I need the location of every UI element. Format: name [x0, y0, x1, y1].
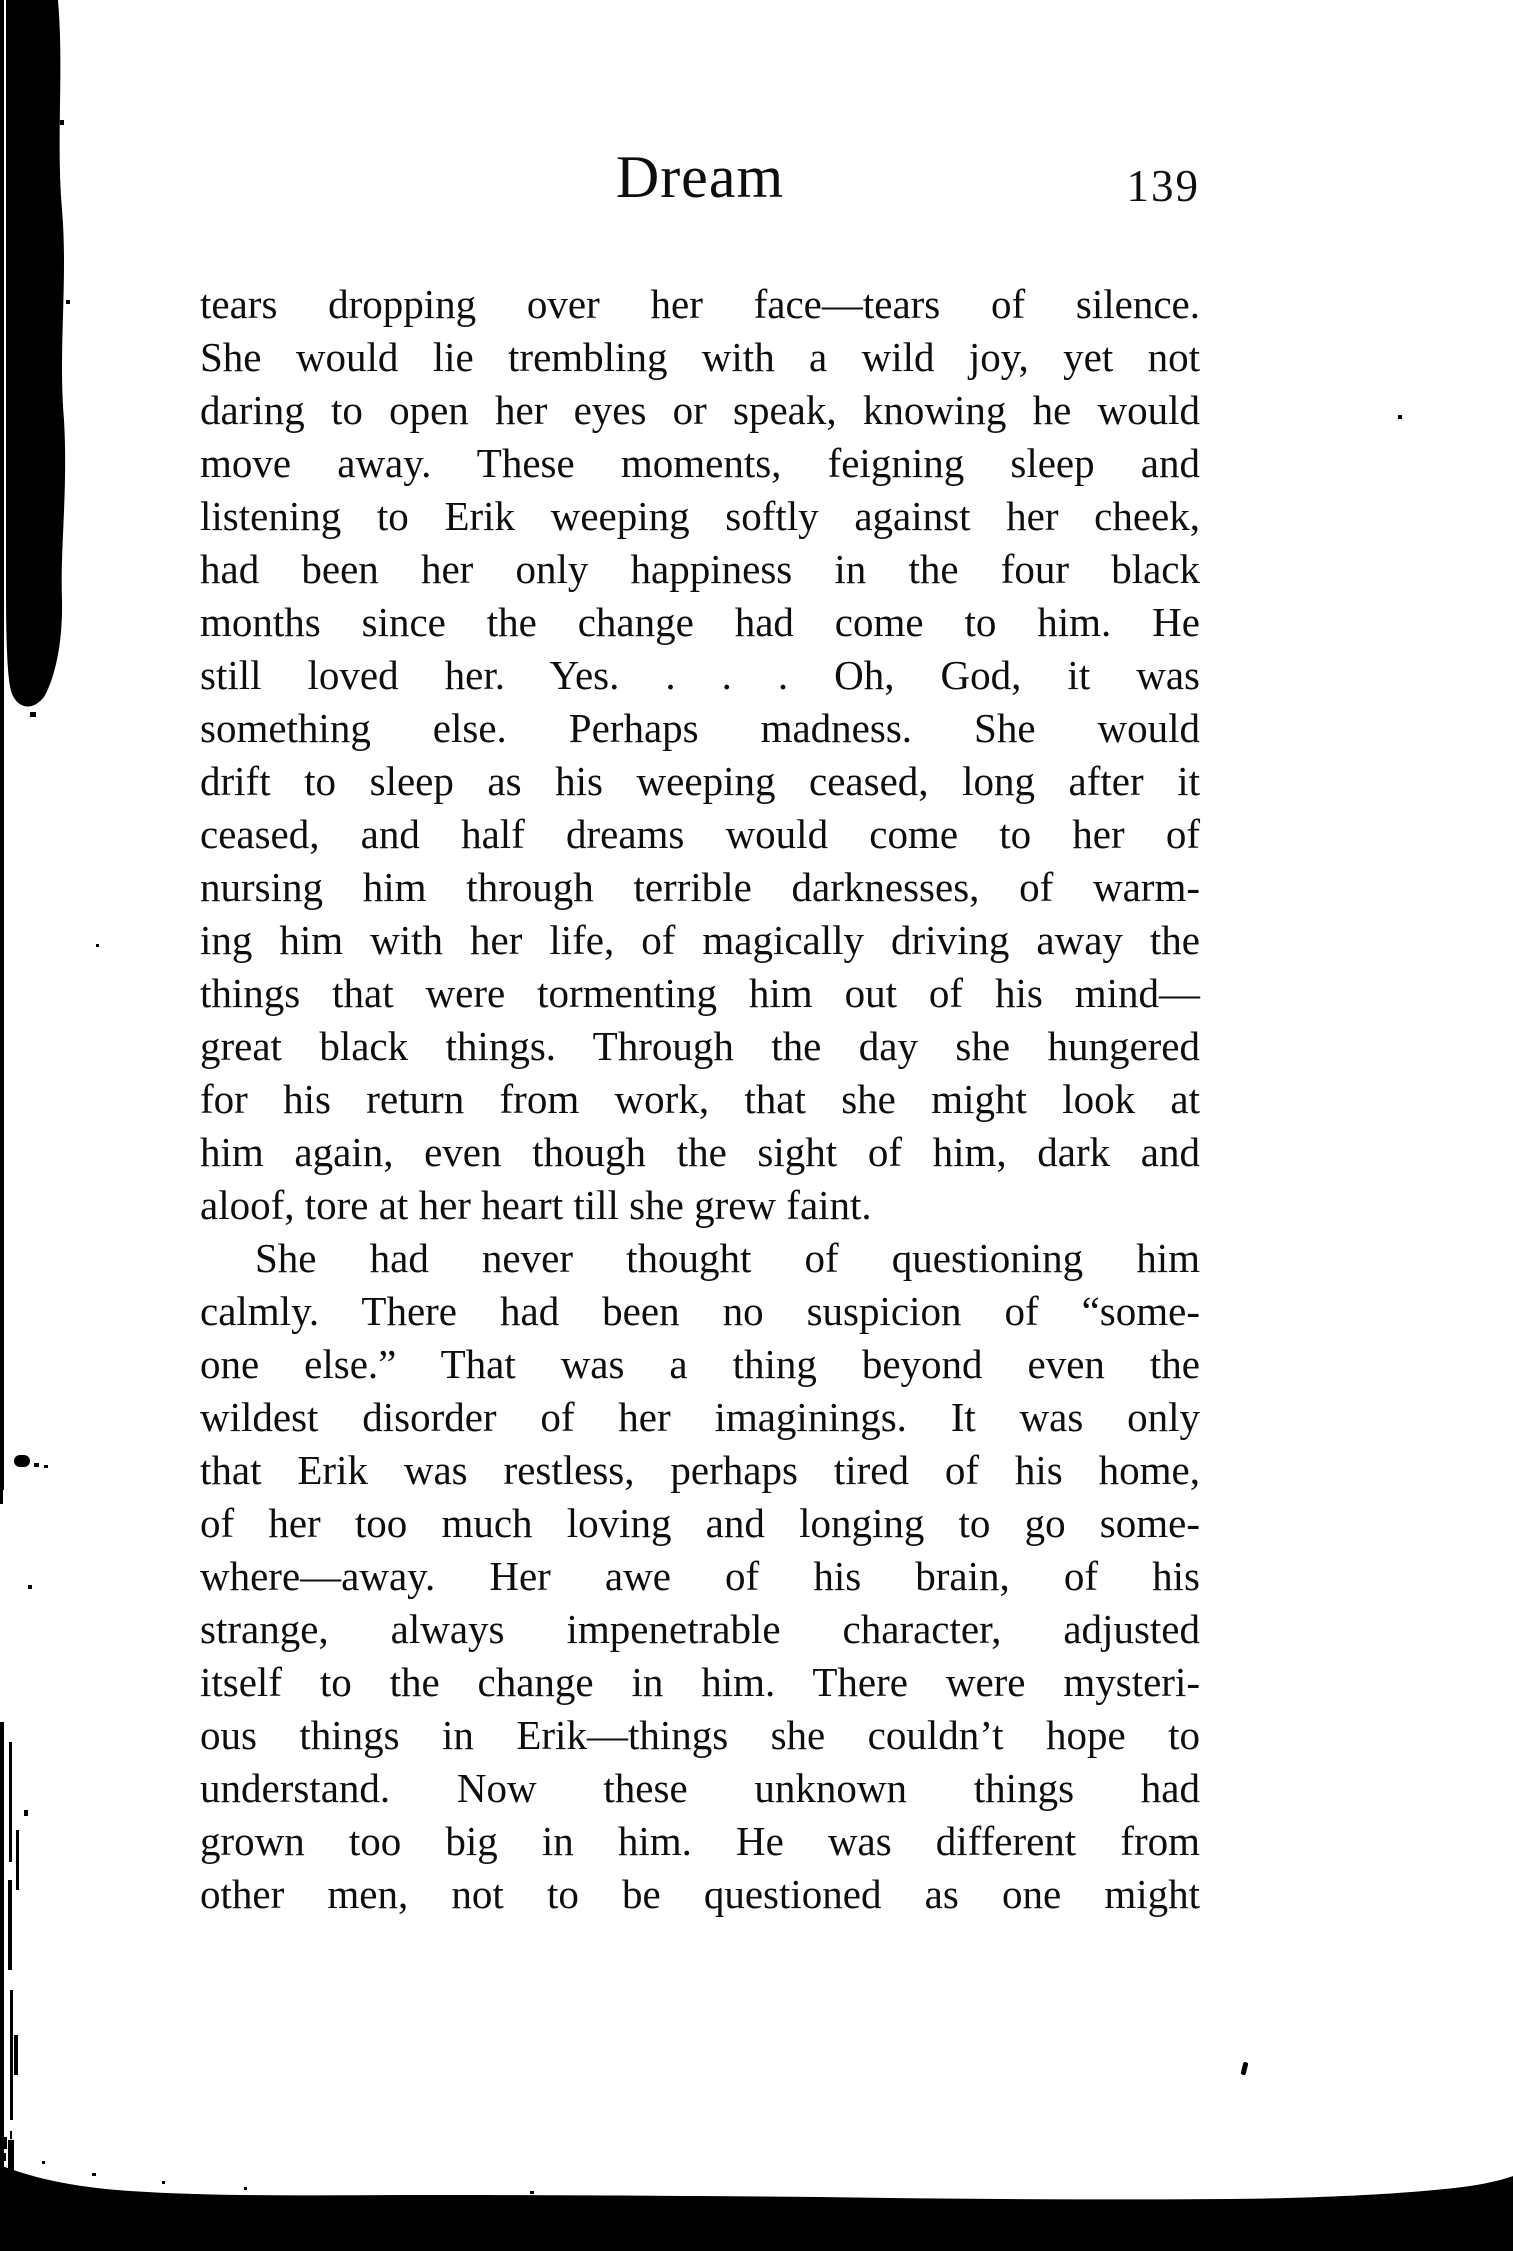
text-line: ous things in Erik—things she couldn’t hope to [200, 1712, 1200, 1758]
text-line: strange, always impenetrable character, adjusted [200, 1606, 1200, 1652]
text-line: one else.” That was a thing beyond even the [200, 1341, 1200, 1387]
text-line: wildest disorder of her imaginings. It was only [200, 1394, 1200, 1440]
text-line: understand. Now these unknown things had [200, 1765, 1200, 1811]
text-line: itself to the change in him. There were mysteri- [200, 1659, 1200, 1705]
text-line: She had never thought of questioning him [255, 1235, 1200, 1281]
text-line: listening to Erik weeping softly against her cheek, [200, 493, 1200, 539]
page-title: Dream [615, 144, 785, 210]
text-line: where—away. Her awe of his brain, of his [200, 1553, 1200, 1599]
bottom-scan-bar-artifact [0, 2131, 1513, 2251]
scan-speck [1398, 415, 1402, 419]
page-number: 139 [1126, 161, 1200, 211]
text-line: something else. Perhaps madness. She would [200, 705, 1200, 751]
text-line: great black things. Through the day she hungered [200, 1023, 1200, 1069]
text-line: grown too big in him. He was different from [200, 1818, 1200, 1864]
text-line: ceased, and half dreams would come to her of [200, 811, 1200, 857]
text-line: months since the change had come to him. He [200, 599, 1200, 645]
text-line: of her too much loving and longing to go some- [200, 1500, 1200, 1546]
text-line: move away. These moments, feigning sleep and [200, 440, 1200, 486]
scan-speck [96, 944, 99, 947]
text-line: him again, even though the sight of him, dark and [200, 1129, 1200, 1175]
text-line: drift to sleep as his weeping ceased, long after it [200, 758, 1200, 804]
text-line: She would lie trembling with a wild joy, yet not [200, 334, 1200, 380]
text-line: that Erik was restless, perhaps tired of his home, [200, 1447, 1200, 1493]
text-line: daring to open her eyes or speak, knowing he would [200, 387, 1200, 433]
text-line: aloof, tore at her heart till she grew faint. [200, 1182, 872, 1228]
text-line: had been her only happiness in the four black [200, 546, 1200, 592]
scan-speck [1241, 2062, 1249, 2076]
text-line: things that were tormenting him out of his mind— [200, 970, 1200, 1016]
text-line: calmly. There had been no suspicion of “some- [200, 1288, 1200, 1334]
text-line: nursing him through terrible darknesses, of warm- [200, 864, 1200, 910]
text-line: tears dropping over her face—tears of silence. [200, 281, 1200, 327]
text-line: ing him with her life, of magically driving away the [200, 917, 1200, 963]
text-line: for his return from work, that she might look at [200, 1076, 1200, 1122]
binding-shadow-artifact [0, 0, 100, 2251]
text-line: other men, not to be questioned as one might [200, 1871, 1200, 1917]
text-line: still loved her. Yes. . . . Oh, God, it was [200, 652, 1200, 698]
page-text [200, 278, 1200, 1921]
